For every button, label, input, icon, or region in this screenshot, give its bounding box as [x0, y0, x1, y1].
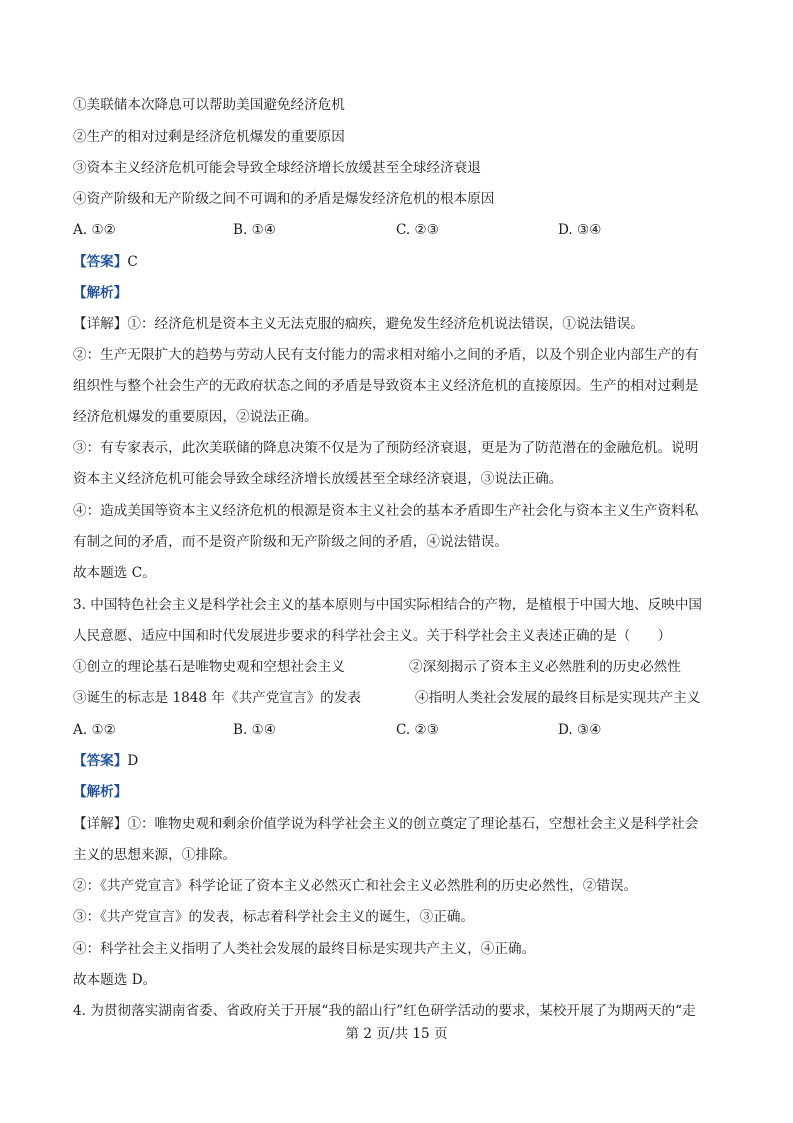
- q3-conclusion: 故本题选 D。: [73, 972, 157, 988]
- q2-detail-line-8: 有制之间的矛盾，而不是资产阶级和无产阶级之间的矛盾，④说法错误。: [73, 534, 508, 550]
- q2-detail-line-1: [73, 314, 733, 334]
- answer-tag: 【答案】: [73, 753, 128, 769]
- q2-detail-line-7: ④：造成美国等资本主义经济危机的根源是资本主义社会的基本矛盾即生产社会化与资本主义生产资料私: [73, 503, 699, 519]
- q3-stem-line-2: 人民意愿、适应中国和时代发展进步要求的科学社会主义。关于科学社会主义表述正确的是（ ）: [73, 628, 672, 644]
- q3-statement-1: ①创立的理论基石是唯物史观和空想社会主义: [73, 659, 345, 675]
- detail-text: ①：经济危机是资本主义无法克服的痼疾，避免发生经济危机说法错误，①说法错误。: [127, 316, 644, 332]
- q2-statement-2: ②生产的相对过剩是经济危机爆发的重要原因: [73, 129, 345, 145]
- q3-detail-line-1: [73, 814, 733, 834]
- analysis-tag: 【解析】: [73, 285, 128, 301]
- detail-tag: 【详解】: [73, 316, 128, 332]
- q3-stem-line-1: 3. 中国特色社会主义是科学社会主义的基本原则与中国实际相结合的产物，是植根于中国大地、反映中国: [73, 597, 703, 613]
- answer-value: D: [127, 753, 139, 769]
- q3-detail-line-5: ④：科学社会主义指明了人类社会发展的最终目标是实现共产主义，④正确。: [73, 941, 536, 957]
- q2-detail-line-2: ②：生产无限扩大的趋势与劳动人民有支付能力的需求相对缩小之间的矛盾，以及个别企业内部生产的有: [73, 347, 699, 363]
- q2-option-b: B. ①④: [233, 222, 277, 238]
- q2-statement-4: ④资产阶级和无产阶级之间不可调和的矛盾是爆发经济危机的根本原因: [73, 191, 495, 207]
- q2-option-a: A. ①②: [73, 222, 116, 238]
- detail-text: ①：唯物史观和剩余价值学说为科学社会主义的创立奠定了理论基石，空想社会主义是科学社会: [127, 816, 699, 832]
- q2-answer: [73, 252, 733, 272]
- q2-option-d: D. ③④: [558, 222, 602, 238]
- q2-detail-line-6: 资本主义经济危机可能会导致全球经济增长放缓甚至全球经济衰退，③说法正确。: [73, 471, 563, 487]
- q2-analysis-heading: [73, 283, 733, 303]
- answer-value: C: [127, 254, 138, 270]
- q3-detail-line-3: ②：《共产党宣言》科学论证了资本主义必然灭亡和社会主义必然胜利的历史必然性，②错误。: [73, 878, 638, 894]
- q3-option-d: D. ③④: [558, 722, 602, 738]
- q3-statement-2: ②深刻揭示了资本主义必然胜利的历史必然性: [409, 659, 681, 675]
- q2-statement-3: ③资本主义经济危机可能会导致全球经济增长放缓甚至全球经济衰退: [73, 160, 481, 176]
- q2-conclusion: 故本题选 C。: [73, 565, 156, 581]
- q3-statement-4: ④指明人类社会发展的最终目标是实现共产主义: [415, 690, 701, 706]
- analysis-tag: 【解析】: [73, 784, 128, 800]
- q3-option-a: A. ①②: [73, 722, 116, 738]
- q2-option-c: C. ②③: [396, 222, 439, 238]
- q3-option-c: C. ②③: [396, 722, 439, 738]
- answer-tag: 【答案】: [73, 254, 128, 270]
- q3-statement-3: ③诞生的标志是 1848 年《共产党宣言》的发表: [73, 690, 361, 706]
- q2-statement-1: ①美联储本次降息可以帮助美国避免经济危机: [73, 97, 345, 113]
- page-footer: 第 2 页/共 15 页: [345, 1026, 448, 1042]
- q3-detail-line-2: 主义的思想来源，①排除。: [73, 847, 237, 863]
- q3-answer: [73, 751, 733, 771]
- q3-option-b: B. ①④: [233, 722, 277, 738]
- q2-detail-line-3: 组织性与整个社会生产的无政府状态之间的矛盾是导致资本主义经济危机的直接原因。生产的相对过剩是: [73, 378, 699, 394]
- detail-tag: 【详解】: [73, 816, 128, 832]
- q2-detail-line-5: ③：有专家表示，此次美联储的降息决策不仅是为了预防经济衰退，更是为了防范潜在的金融危机。说明: [73, 440, 699, 456]
- q3-analysis-heading: [73, 782, 733, 802]
- q2-detail-line-4: 经济危机爆发的重要原因，②说法正确。: [73, 409, 318, 425]
- q3-detail-line-4: ③：《共产党宣言》的发表，标志着科学社会主义的诞生，③正确。: [73, 909, 475, 925]
- q4-stem-line-1: 4. 为贯彻落实湖南省委、省政府关于开展“我的韶山行”红色研学活动的要求，某校开展了为期两天的“走: [73, 1003, 696, 1019]
